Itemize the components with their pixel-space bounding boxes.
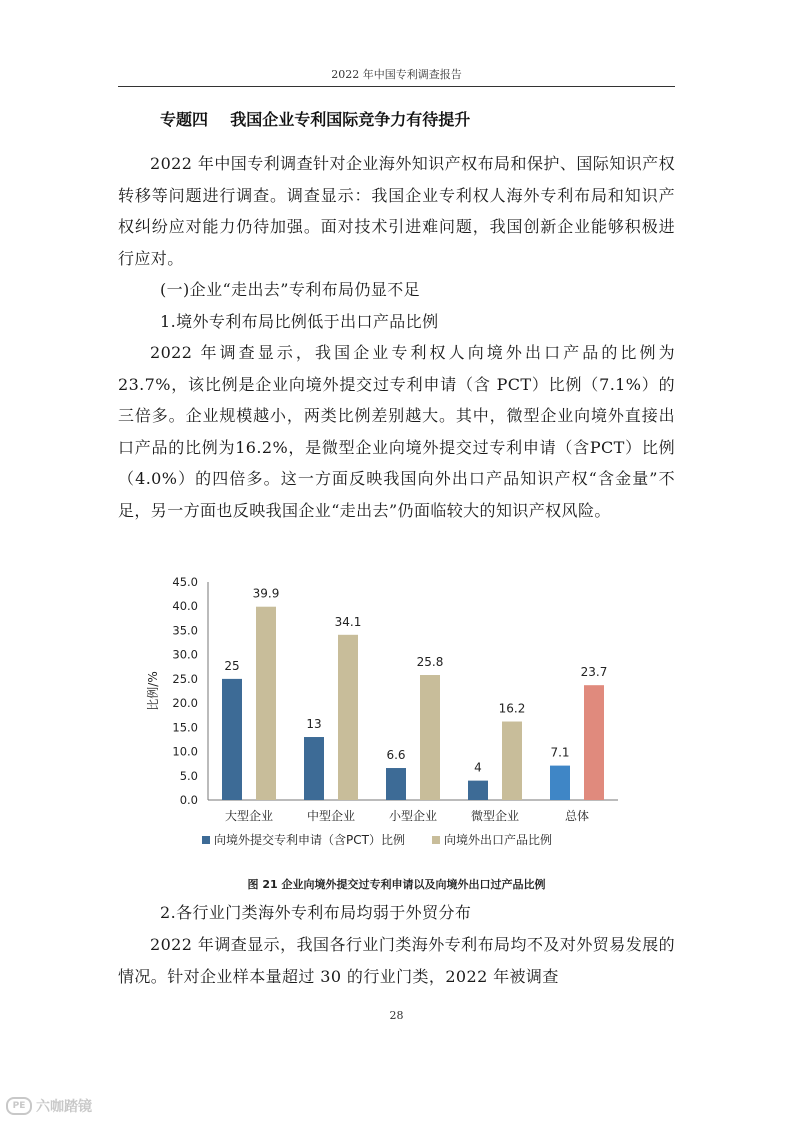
- chart-axes: [145, 575, 618, 807]
- paragraph-2: 2022 年调查显示，我国各行业门类海外专利布局均不及对外贸易发展的情况。针对企业样本量超过 30 的行业门类，2022 年被调查: [118, 935, 675, 986]
- y-tick-label: 20.0: [172, 696, 198, 711]
- data-label-series2: 23.7: [580, 665, 608, 680]
- subheading-2: 2.各行业门类海外专利布局均弱于外贸分布: [160, 903, 472, 922]
- page-number: 28: [389, 1009, 404, 1022]
- y-tick-label: 25.0: [172, 671, 198, 686]
- chart-legend: [202, 832, 552, 847]
- paragraph-1: 2022 年调查显示，我国企业专利权人向境外出口产品的比例为 23.7%，该比例是企业向境外提交过专利申请（含 PCT）比例（7.1%）的三倍多。企业规模越小，两类比例差别越大。其中，微型企业向境外直接出口产品的比例为16.2%，是微型企业向境外提交过专利申请（含PCT）比例（4.0%）的四倍多。这一方面反映我国向外出口产品知识产权“含金量”不足，另一方面也反映我国企业“走出去”仍面临较大的知识产权风险。: [118, 343, 675, 520]
- x-tick-label: 小型企业: [388, 809, 438, 823]
- data-label-series1: 13: [306, 717, 322, 732]
- legend-swatch-series2: [432, 836, 440, 844]
- figure-caption: 图 21 企业向境外提交过专利申请以及向境外出口过产品比例: [247, 878, 546, 891]
- bar-series1: [468, 781, 488, 800]
- watermark-logo: PE: [6, 1097, 32, 1115]
- bar-series2: [502, 722, 522, 800]
- x-tick-label: 大型企业: [224, 809, 274, 823]
- chart-labels: [224, 587, 607, 823]
- legend-swatch-series1: [202, 836, 210, 844]
- y-tick-label: 35.0: [172, 623, 198, 638]
- watermark-text: 六咖踏镜: [36, 1099, 92, 1115]
- y-axis-title: 比例/%: [146, 671, 160, 711]
- intro-paragraph: 2022 年中国专利调查针对企业海外知识产权布局和保护、国际知识产权转移等问题进行调查。调查显示：我国企业专利权人海外专利布局和知识产权纠纷应对能力仍待加强。面对技术引进难问题，我国创新企业能够积极进行应对。: [118, 154, 675, 268]
- y-tick-label: 5.0: [179, 768, 198, 783]
- bar-series1: [550, 766, 570, 800]
- data-label-series1: 7.1: [550, 745, 570, 760]
- subheading-1: 1.境外专利布局比例低于出口产品比例: [160, 312, 439, 331]
- section-title-text: 我国企业专利国际竞争力有待提升: [230, 110, 471, 129]
- data-label-series1: 4: [474, 760, 482, 775]
- bar-series2: [338, 635, 358, 800]
- bar-series1: [386, 768, 406, 800]
- header-rule: [118, 86, 675, 87]
- data-label-series2: 25.8: [416, 655, 444, 670]
- bar-series2: [256, 607, 276, 800]
- bar-chart: [140, 572, 640, 868]
- bar-series2: [420, 675, 440, 800]
- legend-label-series1: 向境外提交专利申请（含PCT）比例: [214, 833, 405, 847]
- y-tick-label: 45.0: [172, 575, 198, 589]
- data-label-series2: 16.2: [498, 701, 526, 716]
- y-tick-label: 0.0: [179, 793, 198, 807]
- section-title: [160, 107, 470, 130]
- legend-label-series2: 向境外出口产品比例: [444, 833, 553, 847]
- y-tick-label: 10.0: [172, 744, 198, 759]
- section-number: 专题四: [160, 110, 209, 129]
- bar-series1: [304, 737, 324, 800]
- x-tick-label: 总体: [564, 809, 590, 823]
- heading-1: (一)企业“走出去”专利布局仍显不足: [160, 280, 421, 299]
- data-label-series2: 39.9: [252, 586, 280, 601]
- y-tick-label: 30.0: [172, 647, 198, 662]
- bar-series1: [222, 679, 242, 800]
- watermark: [6, 1096, 92, 1116]
- x-tick-label: 中型企业: [306, 809, 356, 823]
- x-tick-label: 微型企业: [470, 809, 520, 823]
- y-tick-label: 15.0: [172, 720, 198, 735]
- bar-series2: [584, 685, 604, 800]
- data-label-series1: 6.6: [386, 748, 406, 763]
- y-tick-label: 40.0: [172, 599, 198, 614]
- data-label-series1: 25: [224, 658, 240, 673]
- running-header: 2022 年中国专利调查报告: [331, 68, 462, 81]
- chart-bars: [222, 607, 604, 800]
- data-label-series2: 34.1: [334, 614, 362, 629]
